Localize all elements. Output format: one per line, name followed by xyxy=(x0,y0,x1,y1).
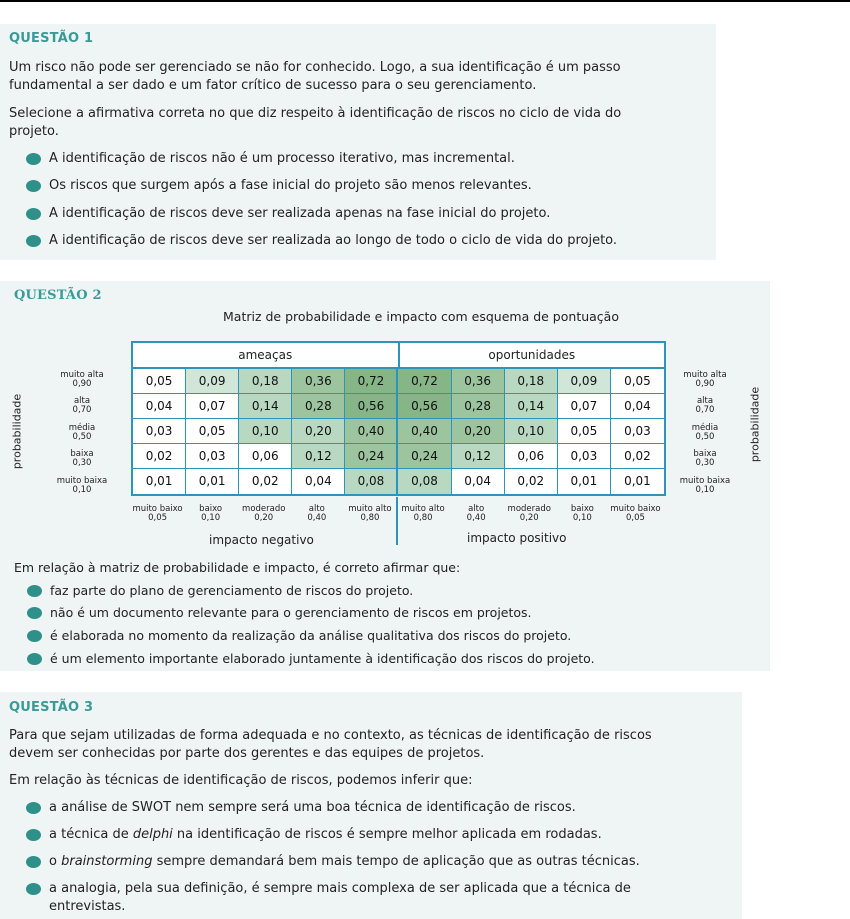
question-1-option-d[interactable]: A identificação de riscos deve ser realizada ao longo de todo o ciclo de vida do projeto. xyxy=(26,232,617,250)
question-2-option-a[interactable]: faz parte do plano de gerenciamento de riscos do projeto. xyxy=(27,582,413,600)
matrix-cell: 0,18 xyxy=(239,369,292,394)
radio-icon[interactable] xyxy=(26,802,41,814)
probability-row-label: muito baixa 0,10 xyxy=(56,476,108,495)
impact-column-label: alto 0,40 xyxy=(307,504,327,523)
matrix-cell: 0,02 xyxy=(505,469,558,494)
matrix-cell: 0,03 xyxy=(186,444,239,469)
matrix-cell: 0,36 xyxy=(292,369,345,394)
matrix-cell: 0,03 xyxy=(133,419,186,444)
matrix-cell: 0,14 xyxy=(239,394,292,419)
impact-column-label: moderado 0,20 xyxy=(242,504,286,523)
matrix-cell: 0,18 xyxy=(505,369,558,394)
impact-column-label: muito baixo 0,05 xyxy=(610,504,661,523)
matrix-title: Matriz de probabilidade e impacto com esquema de pontuação xyxy=(223,309,619,324)
matrix-cell: 0,10 xyxy=(239,419,292,444)
impact-column-label: baixo 0,10 xyxy=(199,504,223,523)
opportunities-header: oportunidades xyxy=(488,348,576,362)
matrix-cell: 0,09 xyxy=(186,369,239,394)
probability-row-label: muito alta 0,90 xyxy=(683,370,727,389)
matrix-cell: 0,08 xyxy=(398,469,451,494)
probability-row-label: média 0,50 xyxy=(691,423,719,442)
radio-icon[interactable] xyxy=(26,180,41,192)
impact-column-label: muito alto 0,80 xyxy=(348,504,392,523)
question-2-prompt: Em relação à matriz de probabilidade e impacto, é correto afirmar que: xyxy=(14,560,461,575)
radio-icon[interactable] xyxy=(26,883,41,895)
impact-negative-label: impacto negativo xyxy=(209,533,314,547)
matrix-cell: 0,12 xyxy=(292,444,345,469)
matrix-cell: 0,02 xyxy=(611,444,664,469)
matrix-cell: 0,06 xyxy=(239,444,292,469)
matrix-cell: 0,56 xyxy=(398,394,451,419)
matrix-cell: 0,01 xyxy=(133,469,186,494)
impact-column-label: alto 0,40 xyxy=(466,504,486,523)
matrix-cell: 0,04 xyxy=(292,469,345,494)
question-2-option-d[interactable]: é um elemento importante elaborado juntamente à identificação dos riscos do projeto. xyxy=(27,650,595,668)
probability-row-label: baixa 0,30 xyxy=(70,449,94,468)
matrix-cell: 0,72 xyxy=(345,369,398,394)
probability-row-label: baixa 0,30 xyxy=(693,449,717,468)
probability-row-label: alta 0,70 xyxy=(695,396,715,415)
matrix-cell: 0,14 xyxy=(505,394,558,419)
matrix-cell: 0,06 xyxy=(505,444,558,469)
question-3-title: QUESTÃO 3 xyxy=(9,700,94,715)
threats-header: ameaças xyxy=(133,343,400,367)
question-3-option-d[interactable]: a analogia, pela sua definição, é sempre mais complexa de ser aplicada que a técnica de entrevistas. xyxy=(26,880,631,916)
matrix-cell: 0,05 xyxy=(611,369,664,394)
matrix-cell: 0,01 xyxy=(611,469,664,494)
radio-icon[interactable] xyxy=(27,607,42,619)
matrix-cell: 0,24 xyxy=(398,444,451,469)
matrix-cell: 0,02 xyxy=(239,469,292,494)
question-3-prompt: Em relação às técnicas de identificação de riscos, podemos inferir que: xyxy=(9,773,473,788)
matrix-cell: 0,40 xyxy=(398,419,451,444)
probability-axis-right: probabilidade xyxy=(748,386,762,463)
matrix-cell: 0,04 xyxy=(133,394,186,419)
probability-row-label: alta 0,70 xyxy=(72,396,92,415)
question-3-option-c[interactable]: o brainstorming sempre demandará bem mais tempo de aplicação que as outras técnicas. xyxy=(26,853,640,871)
impact-column-label: muito alto 0,80 xyxy=(401,504,445,523)
probability-impact-matrix xyxy=(131,341,666,496)
matrix-cell: 0,05 xyxy=(133,369,186,394)
matrix-cell: 0,07 xyxy=(186,394,239,419)
radio-icon[interactable] xyxy=(26,829,41,841)
matrix-cell: 0,04 xyxy=(452,469,505,494)
matrix-cell: 0,01 xyxy=(186,469,239,494)
matrix-cell: 0,40 xyxy=(345,419,398,444)
radio-icon[interactable] xyxy=(26,153,41,165)
radio-icon[interactable] xyxy=(27,585,42,597)
probability-row-label: muito alta 0,90 xyxy=(60,370,104,389)
question-1-prompt: Selecione a afirmativa correta no que diz respeito à identificação de riscos no ciclo de vida do projeto. xyxy=(9,106,622,139)
matrix-cell: 0,08 xyxy=(345,469,398,494)
matrix-cell: 0,07 xyxy=(558,394,611,419)
radio-icon[interactable] xyxy=(26,208,41,220)
matrix-cell: 0,12 xyxy=(452,444,505,469)
matrix-cell: 0,56 xyxy=(345,394,398,419)
question-1-option-b[interactable]: Os riscos que surgem após a fase inicial do projeto são menos relevantes. xyxy=(26,177,532,195)
question-3-option-a[interactable]: a análise de SWOT nem sempre será uma boa técnica de identificação de riscos. xyxy=(26,799,576,817)
axis-divider xyxy=(396,497,398,545)
question-2-title: QUESTÃO 2 xyxy=(14,288,102,303)
impact-positive-label: impacto positivo xyxy=(467,531,567,545)
matrix-cell: 0,02 xyxy=(133,444,186,469)
matrix-cell: 0,04 xyxy=(611,394,664,419)
matrix-cell: 0,03 xyxy=(611,419,664,444)
matrix-cell: 0,05 xyxy=(558,419,611,444)
matrix-cell: 0,10 xyxy=(505,419,558,444)
radio-icon[interactable] xyxy=(27,653,42,665)
matrix-cell: 0,09 xyxy=(558,369,611,394)
matrix-cell: 0,72 xyxy=(398,369,451,394)
radio-icon[interactable] xyxy=(26,856,41,868)
radio-icon[interactable] xyxy=(26,235,41,247)
probability-axis-left: probabilidade xyxy=(10,393,24,470)
question-1-option-a[interactable]: A identificação de riscos não é um processo iterativo, mas incremental. xyxy=(26,150,515,168)
matrix-header xyxy=(133,343,664,369)
top-border xyxy=(0,0,850,2)
matrix-cell: 0,01 xyxy=(558,469,611,494)
matrix-cell: 0,36 xyxy=(452,369,505,394)
question-2-option-c[interactable]: é elaborada no momento da realização da análise qualitativa dos riscos do projeto. xyxy=(27,627,571,645)
matrix-cell: 0,28 xyxy=(452,394,505,419)
impact-column-label: baixo 0,10 xyxy=(570,504,594,523)
impact-column-label: moderado 0,20 xyxy=(507,504,551,523)
question-1-title: QUESTÃO 1 xyxy=(9,31,94,46)
matrix-cell: 0,20 xyxy=(292,419,345,444)
matrix-grid xyxy=(133,369,664,494)
matrix-cell: 0,20 xyxy=(452,419,505,444)
question-2-option-b[interactable]: não é um documento relevante para o gerenciamento de riscos em projetos. xyxy=(27,604,532,622)
question-1-option-c[interactable]: A identificação de riscos deve ser realizada apenas na fase inicial do projeto. xyxy=(26,205,550,223)
matrix-cell: 0,24 xyxy=(345,444,398,469)
question-3-option-b[interactable]: a técnica de delphi na identificação de riscos é sempre melhor aplicada em rodadas. xyxy=(26,826,602,844)
probability-row-label: muito baixa 0,10 xyxy=(679,476,731,495)
question-1-statement: Um risco não pode ser gerenciado se não for conhecido. Logo, a sua identificação é um passo fundamental a ser dado e um fator crítico de sucesso para o seu gerenciamento. xyxy=(9,60,621,93)
question-3-statement: Para que sejam utilizadas de forma adequada e no contexto, as técnicas de identificação de riscos devem ser conhecidas por parte dos gerentes e das equipes de projetos. xyxy=(9,728,652,761)
radio-icon[interactable] xyxy=(27,630,42,642)
impact-column-label: muito baixo 0,05 xyxy=(132,504,183,523)
matrix-cell: 0,28 xyxy=(292,394,345,419)
matrix-cell: 0,05 xyxy=(186,419,239,444)
matrix-cell: 0,03 xyxy=(558,444,611,469)
probability-row-label: média 0,50 xyxy=(68,423,96,442)
